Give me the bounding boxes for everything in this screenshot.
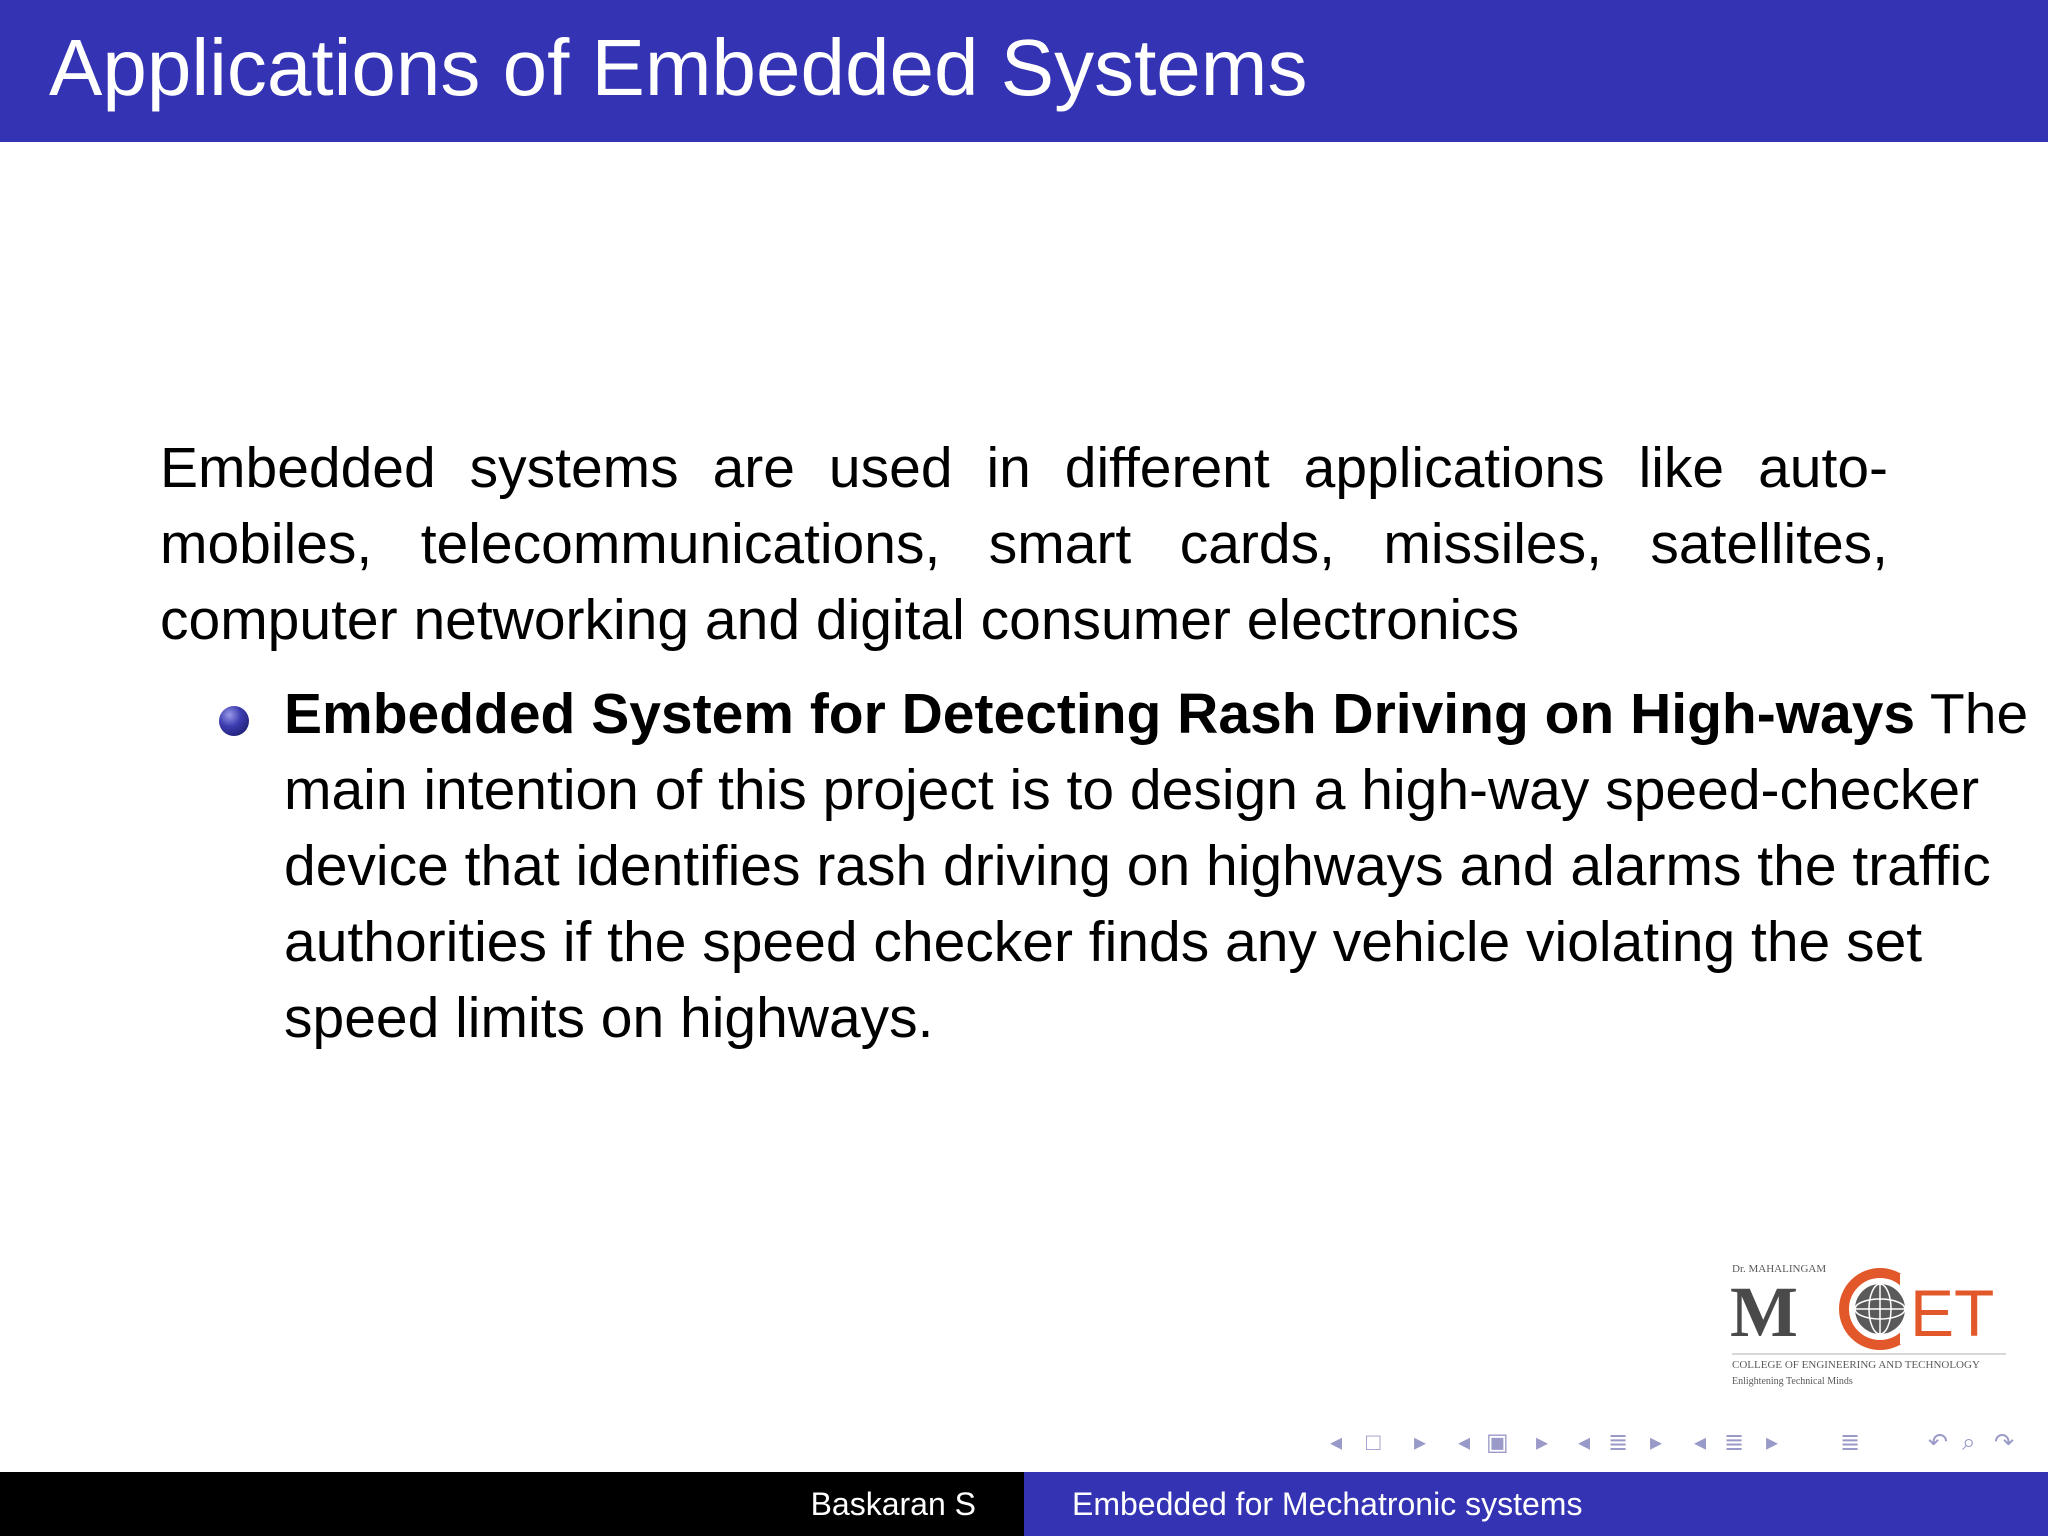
nav-forward-icon[interactable]: ↷ [1994, 1429, 2015, 1456]
beamer-navigation [1330, 1428, 2030, 1458]
nav-document-icon[interactable]: ≣ [1840, 1429, 1861, 1456]
footer-title-panel [1024, 1472, 2048, 1536]
logo-college-name: COLLEGE OF ENGINEERING AND TECHNOLOGY [1732, 1359, 1980, 1371]
bullet-text [284, 676, 2048, 1056]
bullet-heading: Embedded System for Detecting Rash Driving on High-ways [284, 682, 1916, 746]
college-logo [1730, 1254, 2010, 1394]
nav-search-icon[interactable]: ⌕ [1962, 1429, 1976, 1456]
footer-author-panel [0, 1472, 1024, 1536]
slide-body [160, 430, 2029, 1056]
logo-letter-m: M [1730, 1272, 1798, 1352]
intro-paragraph: Embedded systems are used in different applications like auto-mobiles, telecommunications, smart cards, missiles, satellites, computer networking and digital consumer electronics [160, 436, 1888, 652]
nav-next-section-arrow-icon[interactable]: ▸ [1650, 1429, 1663, 1456]
nav-frame-icon[interactable]: □ [1366, 1429, 1381, 1456]
nav-section-icon[interactable]: ≣ [1608, 1429, 1629, 1456]
nav-next-subsection-arrow-icon[interactable]: ▸ [1536, 1429, 1549, 1456]
nav-subsection-icon[interactable]: ▣ [1486, 1429, 1509, 1456]
nav-prev-frame-arrow-icon[interactable]: ◂ [1330, 1429, 1343, 1456]
footer-presentation-title: Embedded for Mechatronic systems [1072, 1486, 1583, 1522]
bullet-ball-icon [219, 706, 249, 736]
bullet-item [160, 676, 2048, 1056]
mcet-logo-icon [1730, 1254, 2010, 1394]
nav-next-part-arrow-icon[interactable]: ▸ [1766, 1429, 1779, 1456]
footer-author: Baskaran S [810, 1486, 976, 1522]
logo-tagline: Enlightening Technical Minds [1732, 1376, 1853, 1387]
slide-title: Applications of Embedded Systems [49, 23, 1308, 112]
title-bar [0, 0, 2048, 142]
nav-back-icon[interactable]: ↶ [1928, 1429, 1949, 1456]
logo-letters-et: ET [1910, 1276, 1995, 1350]
footer-bar [0, 1472, 2048, 1536]
nav-prev-section-arrow-icon[interactable]: ◂ [1578, 1429, 1591, 1456]
nav-part-icon[interactable]: ≣ [1724, 1429, 1745, 1456]
nav-prev-subsection-arrow-icon[interactable]: ◂ [1458, 1429, 1471, 1456]
bullet-body: The main intention of this project is to design a high-way speed-checker device that identifies rash driving on highways and alarms the traffic authorities if the speed checker finds any vehicle violating the set speed limits on highways. [284, 682, 2029, 1050]
nav-next-frame-arrow-icon[interactable]: ▸ [1414, 1429, 1427, 1456]
logo-top-line: Dr. MAHALINGAM [1732, 1263, 1827, 1275]
nav-prev-part-arrow-icon[interactable]: ◂ [1694, 1429, 1707, 1456]
